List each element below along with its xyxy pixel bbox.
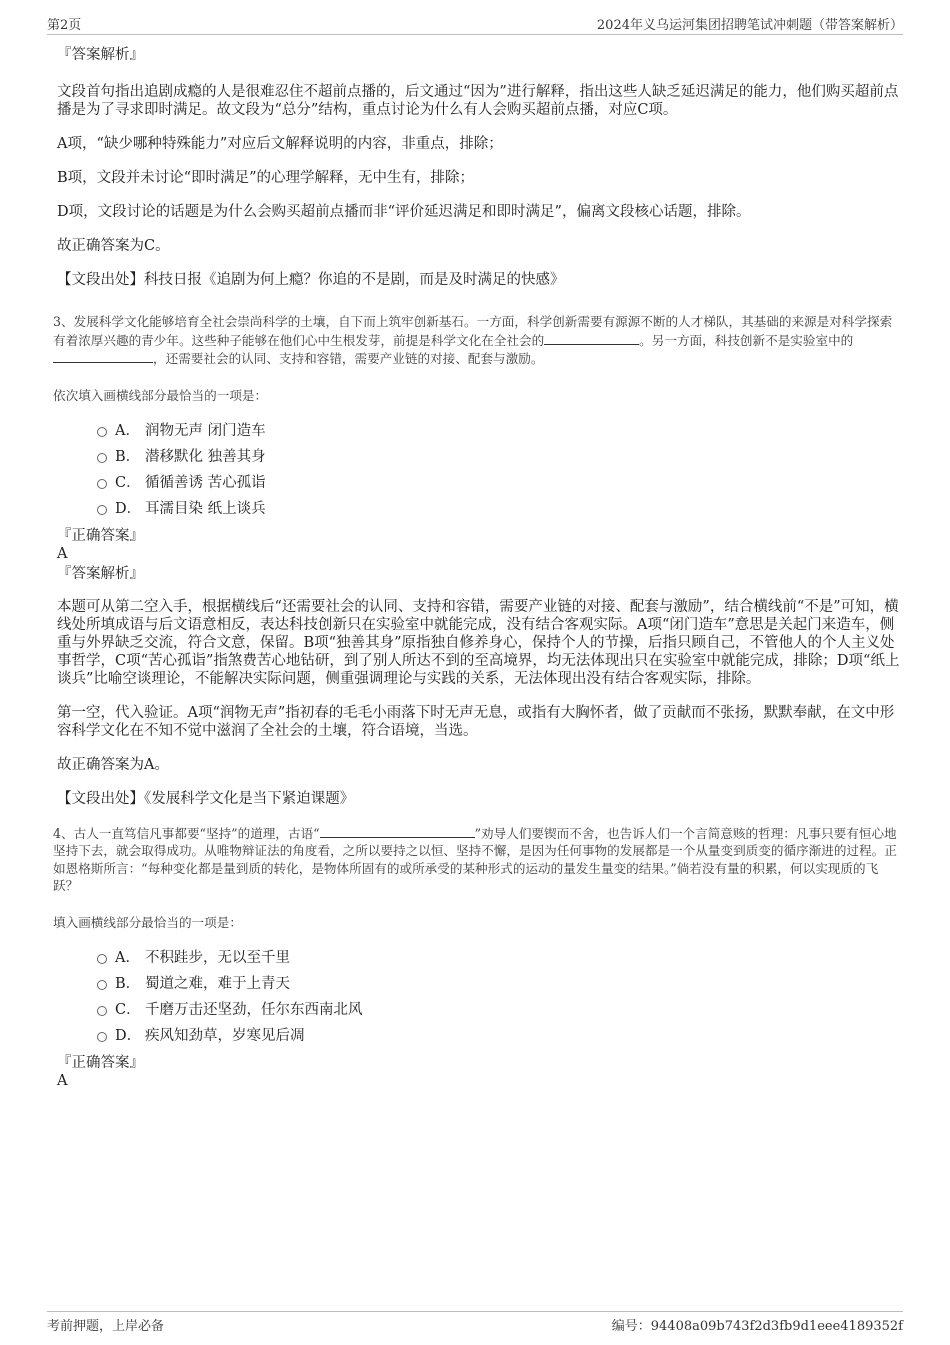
source-line: 【文段出处】《发展科学文化是当下紧迫课题》: [57, 790, 355, 807]
question-3-options: [97, 418, 903, 522]
prev-explanation-label: 『答案解析』: [57, 47, 144, 63]
option-a[interactable]: A． 润物无声 闭门造车: [97, 418, 903, 444]
question-3-prompt: 依次填入画横线部分最恰当的一项是：: [53, 387, 268, 403]
radio-icon[interactable]: [97, 505, 107, 515]
prev-explanation-paragraph: A项，“缺少哪种特殊能力”对应后文解释说明的内容，非重点，排除；: [57, 136, 503, 152]
radio-icon[interactable]: [97, 1032, 107, 1042]
correct-answer-label: 『正确答案』: [57, 527, 144, 544]
option-a[interactable]: A． 不积跬步，无以至千里: [97, 945, 903, 971]
blank-line: [544, 331, 639, 345]
page-number: 第2页: [47, 18, 82, 33]
question-4-text: 4、古人一直笃信凡事都要“坚持”的道理，古语“ ”劝导人们要锲而不舍，也告诉人们一个言简意赅的哲理：凡事只要有恒心地坚持下去，就会取得成功。从唯物辩证法的角度看，之所以要持之以恒、坚持不懈，是因为任何事物的发展都是一个从量变到质变的循序渐进的过程。正如恩格斯所言：“每种变化都是量到质的转化，是物体所固有的或所承受的某种形式的运动的量发生量变的结果。”倘若没有量的积累，何以实现质的飞跃？: [53, 825, 897, 893]
radio-icon[interactable]: [97, 479, 107, 489]
option-d[interactable]: D． 耳濡目染 纸上谈兵: [97, 496, 903, 522]
prev-explanation-paragraph: B项，文段并未讨论“即时满足”的心理学解释，无中生有，排除；: [57, 170, 474, 186]
page-footer: [47, 1311, 903, 1336]
option-b[interactable]: B． 潜移默化 独善其身: [97, 444, 903, 470]
radio-icon[interactable]: [97, 427, 107, 437]
question-4-prompt: 填入画横线部分最恰当的一项是：: [53, 914, 242, 930]
radio-icon[interactable]: [97, 1006, 107, 1016]
option-c[interactable]: C． 千磨万击还坚劲，任尔东西南北风: [97, 997, 903, 1023]
document-id: 编号：94408a09b743f2d3fb9d1eee4189352f: [611, 1319, 903, 1334]
prev-answer-line: 故正确答案为C。: [57, 238, 170, 254]
correct-answer: A: [57, 1072, 68, 1089]
blank-line: [320, 824, 475, 838]
radio-icon[interactable]: [97, 453, 107, 463]
radio-icon[interactable]: [97, 954, 107, 964]
page-content: [47, 40, 903, 1090]
explanation-label: 『答案解析』: [57, 565, 144, 582]
option-c[interactable]: C． 循循善诱 苦心孤诣: [97, 470, 903, 496]
question-3-text: 3、发展科学文化能够培育全社会崇尚科学的土壤，自下而上筑牢创新基石。一方面，科学创新需要有源源不断的人才梯队，其基础的来源是对科学探索有着浓厚兴趣的青少年。这些种子能够在他们心中生根发芽，前提是科学文化在全社会的 。另一方面，科技创新不是实验室中的，还需要社会的认同、支持和容错，需要产业链的对接、配套与激励。: [53, 314, 893, 366]
blank-line: [53, 349, 153, 363]
page-header: [47, 14, 903, 35]
correct-answer-label: 『正确答案』: [57, 1054, 144, 1071]
option-d[interactable]: D． 疾风知劲草，岁寒见后凋: [97, 1023, 903, 1049]
question-4-options: [97, 945, 903, 1049]
footer-slogan: 考前押题，上岸必备: [47, 1319, 165, 1334]
answer-line: 故正确答案为A。: [57, 756, 169, 773]
option-b[interactable]: B． 蜀道之难，难于上青天: [97, 971, 903, 997]
prev-explanation-paragraph: 文段首句指出追剧成瘾的人是很难忍住不超前点播的，后文通过“因为”进行解释，指出这些人缺乏延迟满足的能力，他们购买超前点播是为了寻求即时满足。故文段为“总分”结构，重点讨论为什么有人会购买超前点播，对应C项。: [57, 84, 899, 118]
prev-explanation-paragraph: D项，文段讨论的话题是为什么会购买超前点播而非“评价延迟满足和即时满足”，偏离文段核心话题，排除。: [57, 204, 751, 220]
prev-source: 【文段出处】科技日报《追剧为何上瘾？你追的不是剧，而是及时满足的快感》: [57, 272, 565, 288]
explanation-paragraph: 第一空，代入验证。A项“润物无声”指初春的毛毛小雨落下时无声无息，或指有大胸怀者，做了贡献而不张扬，默默奉献，在文中形容科学文化在不知不觉中滋润了全社会的土壤，符合语境，当选。: [57, 704, 895, 739]
correct-answer: A: [57, 545, 68, 562]
document-title: 2024年义乌运河集团招聘笔试冲刺题（带答案解析）: [596, 18, 903, 33]
radio-icon[interactable]: [97, 980, 107, 990]
explanation-paragraph: 本题可从第二空入手，根据横线后“还需要社会的认同、支持和容错，需要产业链的对接、配套与激励”，结合横线前“不是”可知，横线处所填成语与后文语意相反，表达科技创新只在实验室中就能完成，没有结合客观实际。A项“闭门造车”意思是关起门来造车，侧重与外界缺乏交流，符合文意，保留。B项“独善其身”原指独自修养身心，保持个人的节操，后指只顾自己，不管他人的个人主义处事哲学，C项“苦心孤诣”指煞费苦心地钻研，到了别人所达不到的至高境界，均无法体现出只在实验室中就能完成，排除；D项“纸上谈兵”比喻空谈理论，不能解决实际问题，侧重强调理论与实践的关系，无法体现出没有结合客观实际，排除。: [57, 598, 900, 687]
